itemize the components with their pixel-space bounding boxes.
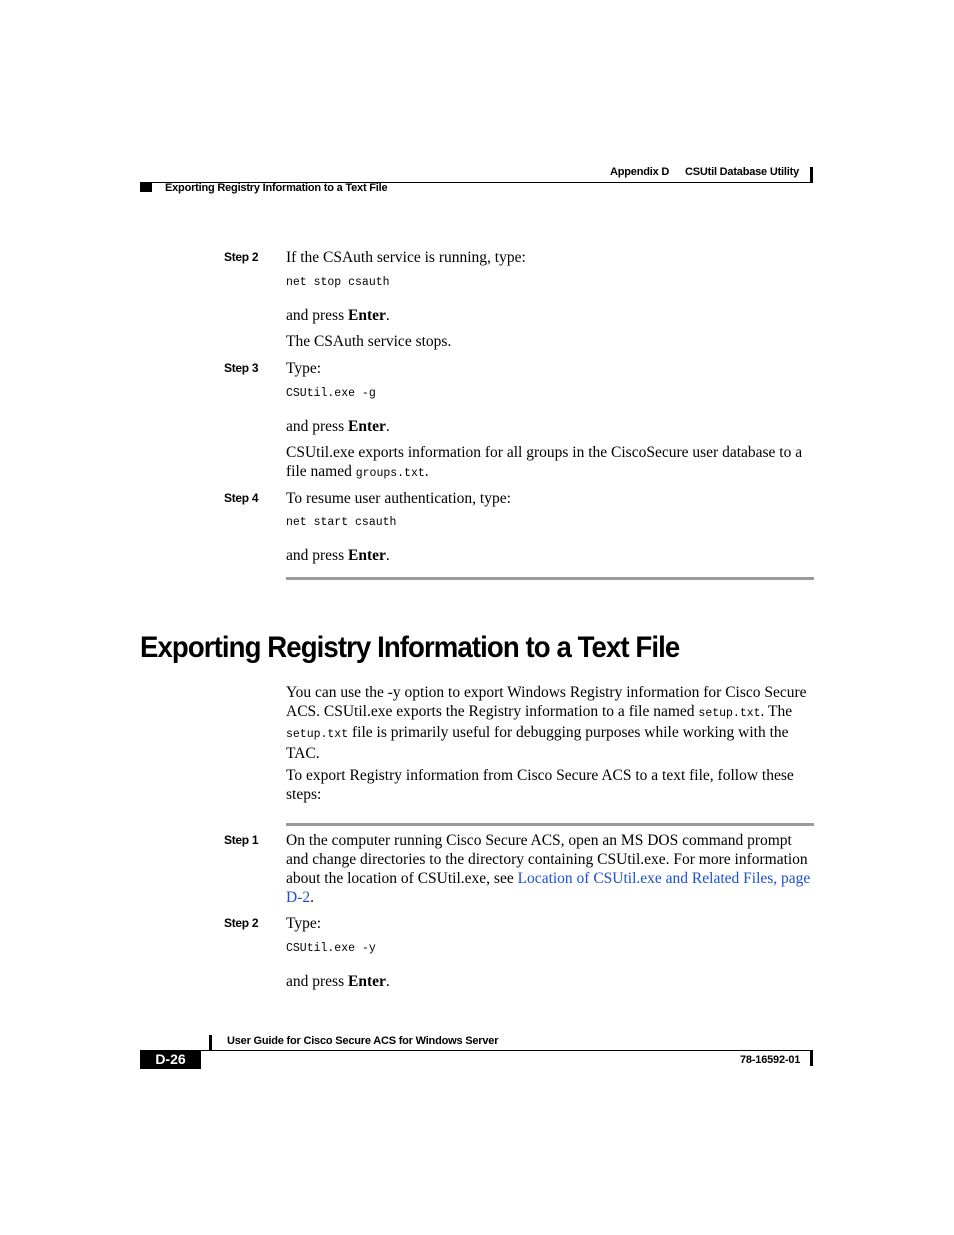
code-line: CSUtil.exe -y [286,942,376,955]
step-text-suffix: . [310,889,314,906]
page-number: D-26 [155,1051,186,1067]
press-suffix: . [385,418,390,435]
filename: setup.txt [698,707,761,720]
step-text-body: On the computer running Cisco Secure ACS, open an MS DOS command prompt and change directories to the directory containing CSUtil.exe. For more information about the location of CSUtil.exe, see [286,832,808,887]
result-filename: groups.txt [355,467,425,480]
press-suffix: . [385,547,390,564]
press-prefix: and press [286,973,348,990]
enter-key: Enter [348,973,386,990]
press-enter-line [286,417,814,436]
step-label: Step 1 [224,833,259,847]
press-enter-line [286,546,814,565]
section-paragraph [286,683,814,763]
paragraph-text: You can use the -y option to export Windows Registry information for Cisco Secure ACS. CSUtil.exe exports the Registry information to a file named [286,684,807,720]
header-appendix: Appendix D [610,166,670,178]
step-text: Type: [286,360,322,377]
step-result [286,443,814,483]
press-enter-line [286,972,814,991]
paragraph-text: file is primarily useful for debugging purposes while working with the TAC. [286,724,789,762]
press-prefix: and press [286,307,348,324]
enter-key: Enter [348,307,386,324]
procedure-end-rule [286,577,814,580]
code-line: CSUtil.exe -g [286,387,376,400]
press-enter-line [286,306,814,325]
step-label: Step 3 [224,361,259,375]
header-chapter: CSUtil Database Utility [685,166,799,178]
step-label: Step 4 [224,491,259,505]
enter-key: Enter [348,418,386,435]
filename: setup.txt [286,728,349,741]
footer-rule [140,1050,813,1051]
result-text: CSUtil.exe exports information for all groups in the CiscoSecure user database to a file named [286,444,803,480]
code-line: net start csauth [286,516,397,529]
cross-reference-link[interactable]: Location of CSUtil.exe and Related Files, page D-2 [286,870,811,906]
press-suffix: . [385,973,390,990]
step-text: If the CSAuth service is running, type: [286,249,526,266]
step-label: Step 2 [224,250,259,264]
step-text: To resume user authentication, type: [286,490,511,507]
result-suffix: . [424,463,429,480]
header-section: Exporting Registry Information to a Text File [165,182,388,194]
footer-right-bar [810,1050,813,1066]
enter-key: Enter [348,547,386,564]
header-left-block [140,182,152,192]
section-title: Exporting Registry Information to a Text File [140,631,680,664]
footer-guide-title: User Guide for Cisco Secure ACS for Windows Server [227,1035,499,1047]
footer-left-bar [209,1035,212,1051]
press-suffix: . [385,307,390,324]
procedure-start-rule [286,823,814,826]
doc-number: 78-16592-01 [740,1054,801,1066]
code-line: net stop csauth [286,276,390,289]
section-paragraph: To export Registry information from Cisco Secure ACS to a text file, follow these steps: [286,767,794,803]
step-text: Type: [286,915,322,932]
step-label: Step 2 [224,916,259,930]
paragraph-text: . The [760,703,793,720]
press-prefix: and press [286,547,348,564]
header-right-bar [810,167,813,183]
press-prefix: and press [286,418,348,435]
step-result: The CSAuth service stops. [286,333,452,350]
step-text [286,831,814,907]
